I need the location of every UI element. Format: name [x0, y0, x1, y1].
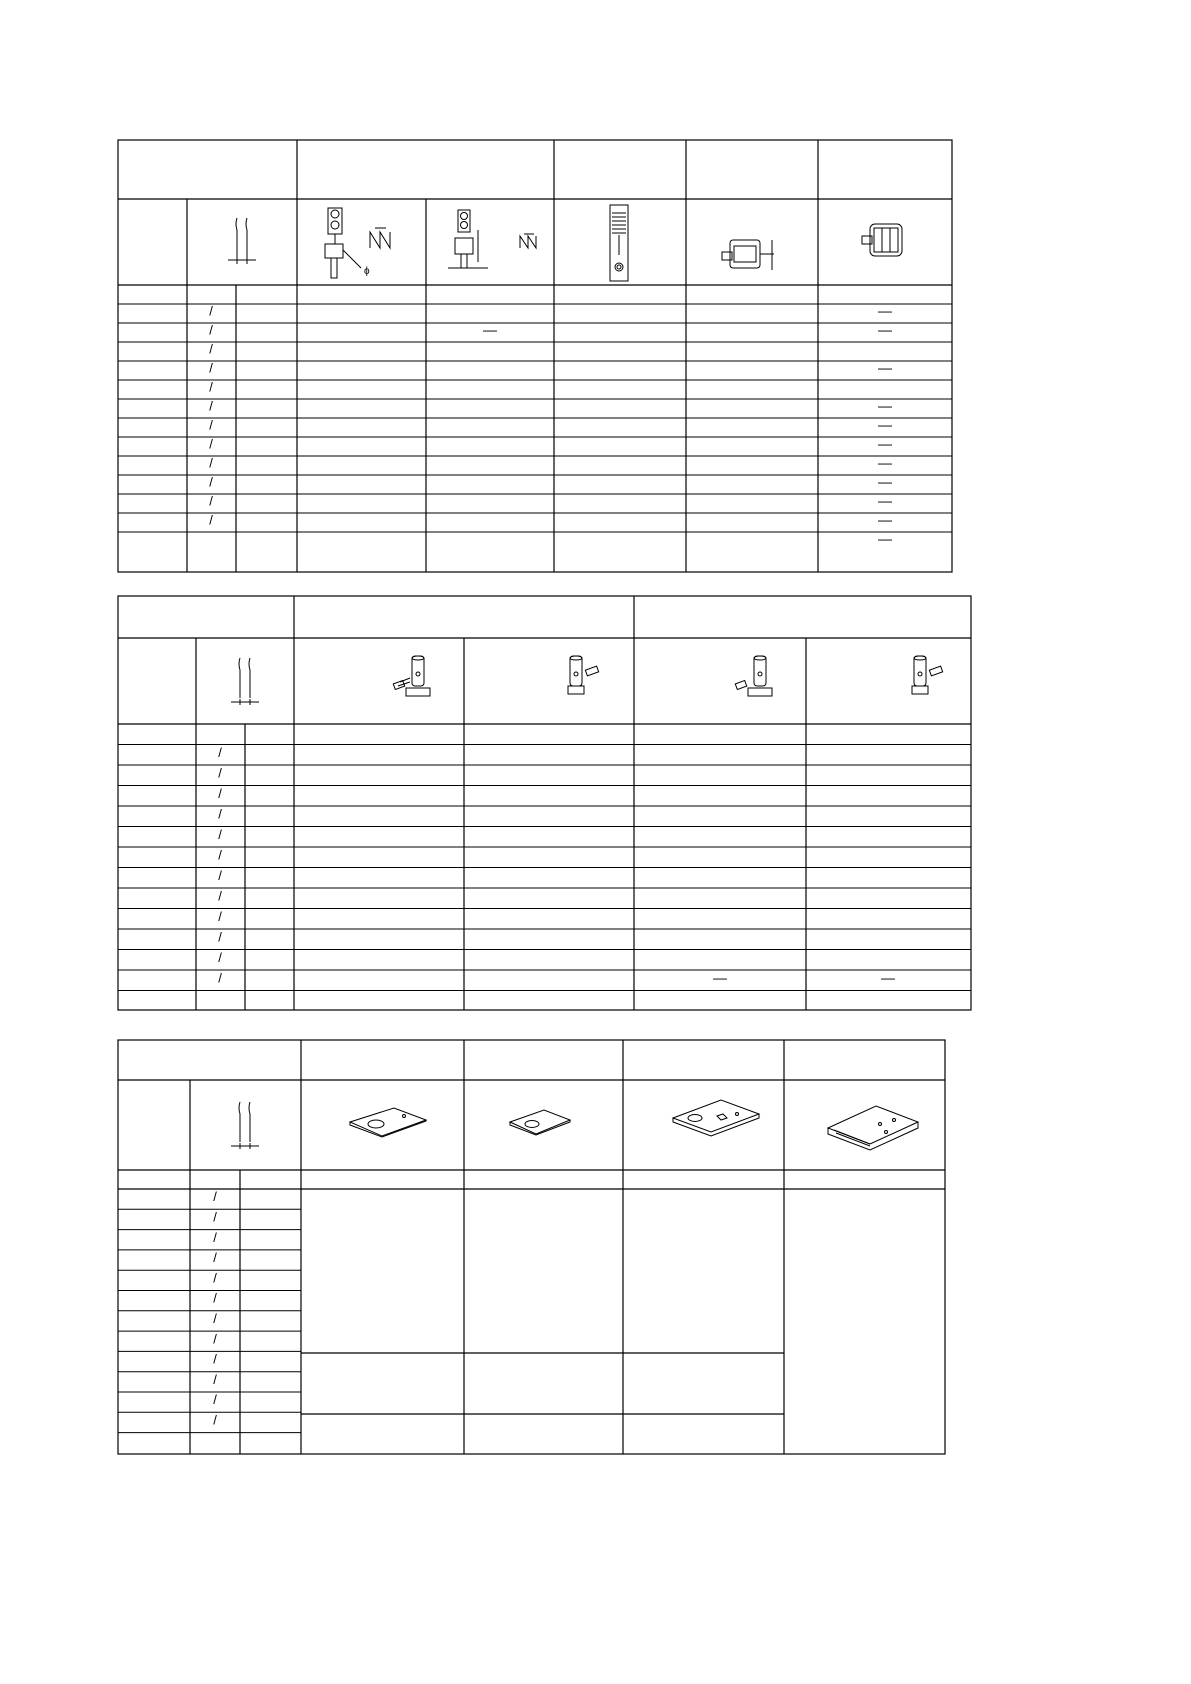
table1-dash-mark: — [878, 416, 892, 433]
table3-grid [118, 1040, 945, 1454]
needle-pair-icon [231, 658, 259, 705]
table2-slash-mark: / [218, 785, 222, 801]
table2-slash-mark: / [218, 867, 222, 883]
table2-slash-mark: / [218, 806, 222, 822]
table3-slash-mark: / [213, 1351, 217, 1367]
table1-slash-mark: / [209, 322, 213, 338]
table2-slash-mark: / [218, 908, 222, 924]
table3-marks [213, 1189, 217, 1427]
table1-dash-mark: — [878, 359, 892, 376]
svg-text:ϕ: ϕ [364, 266, 370, 277]
table1-slash-mark: / [209, 493, 213, 509]
table1-slash-mark: / [209, 512, 213, 528]
table2-dash-mark: — [713, 969, 727, 986]
table1-dash-mark: — [878, 454, 892, 471]
table1-slash-mark: / [209, 303, 213, 319]
table3-slash-mark: / [213, 1310, 217, 1326]
needle-pair-icon [228, 218, 256, 264]
table1-slash-mark: / [209, 379, 213, 395]
table1-grid [118, 140, 952, 572]
throat-plate-d-icon [828, 1106, 918, 1150]
table3-slash-mark: / [213, 1209, 217, 1225]
table1-dash-mark: — [483, 321, 497, 338]
parts-table-needle-clamp-feed [118, 140, 952, 572]
table1-dash-mark: — [878, 530, 892, 547]
table1-dash-mark: — [878, 492, 892, 509]
presser-foot-top-icon [862, 224, 902, 256]
table1-row-lines [118, 304, 952, 532]
table3-slash-mark: / [213, 1189, 217, 1205]
table2-slash-mark: / [218, 847, 222, 863]
throat-plate-b-icon [510, 1110, 570, 1135]
table2-grid [118, 596, 971, 1010]
presser-foot-side-icon [722, 240, 774, 270]
table1-slash-mark: / [209, 341, 213, 357]
table2-slash-mark: / [218, 929, 222, 945]
parts-table-throat-plate [118, 1040, 945, 1454]
table1-slash-mark: / [209, 417, 213, 433]
table3-slash-mark: / [213, 1331, 217, 1347]
table1-slash-mark: / [209, 360, 213, 376]
needle-clamp-offset-icon [448, 210, 536, 268]
table2-slash-mark: / [218, 826, 222, 842]
table2-slash-mark: / [218, 949, 222, 965]
throat-plate-a-icon [350, 1108, 426, 1137]
needle-clamp-zigzag-icon [325, 208, 390, 278]
table3-slash-mark: / [213, 1392, 217, 1408]
parts-table-looper-holder [118, 596, 971, 1010]
table1-marks [209, 303, 892, 547]
table2-dash-mark: — [881, 969, 895, 986]
table1-dash-mark: — [878, 321, 892, 338]
table1-dash-mark: — [878, 473, 892, 490]
table3-slash-mark: / [213, 1371, 217, 1387]
table3-slash-mark: / [213, 1250, 217, 1266]
throat-plate-c-icon [673, 1100, 759, 1136]
table1-slash-mark: / [209, 398, 213, 414]
table1-dash-mark: — [878, 435, 892, 452]
table2-row-lines [118, 745, 971, 991]
table3-slash-mark: / [213, 1412, 217, 1428]
table1-slash-mark: / [209, 436, 213, 452]
table3-slash-mark: / [213, 1229, 217, 1245]
table1-dash-mark: — [878, 397, 892, 414]
looper-holder-left-icon [393, 656, 430, 696]
needle-pair-icon [231, 1102, 259, 1149]
feed-dog-icon [610, 205, 628, 281]
table1-slash-mark: / [209, 455, 213, 471]
table1-slash-mark: / [209, 474, 213, 490]
table2-slash-mark: / [218, 970, 222, 986]
table2-slash-mark: / [218, 744, 222, 760]
table2-slash-mark: / [218, 888, 222, 904]
table1-dash-mark: — [878, 511, 892, 528]
table2-slash-mark: / [218, 765, 222, 781]
looper-holder-right-icon [912, 656, 943, 694]
looper-holder-right-icon [568, 656, 599, 694]
table3-slash-mark: / [213, 1270, 217, 1286]
looper-holder-left-icon [735, 656, 772, 696]
table3-row-lines [118, 1209, 301, 1432]
table1-dash-mark: — [878, 302, 892, 319]
table3-slash-mark: / [213, 1290, 217, 1306]
